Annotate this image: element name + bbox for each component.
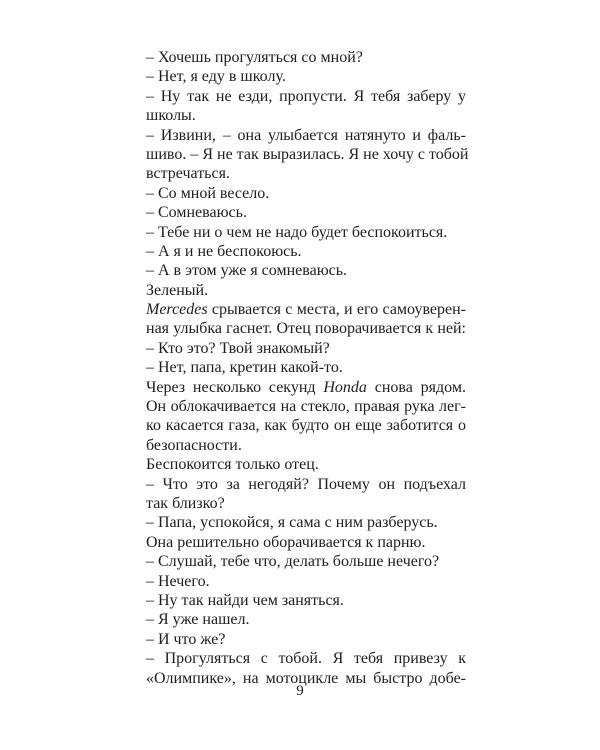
text-line: встречаться. (146, 165, 230, 183)
line-text: снова рядом. (366, 378, 466, 396)
text-line: «Олимпике», на мотоцикле мы быстро добе- (146, 669, 466, 687)
text-line: – Прогуляться с тобой. Я тебя привезу к (146, 650, 466, 668)
text-line: – Нет, я еду в школу. (146, 68, 286, 86)
text-line: – Нет, папа, кретин какой-то. (146, 359, 343, 377)
text-line: Беспокоится только отец. (146, 456, 319, 474)
line-text: срывается с места, и его самоуверен- (207, 301, 466, 319)
text-line: ная улыбка гаснет. Отец поворачивается к ней: (146, 320, 466, 338)
text-line: – А в этом уже я сомневаюсь. (146, 262, 348, 280)
text-line: – А я и не беспокоюсь. (146, 242, 302, 260)
text-line: Она решительно оборачивается к парню. (146, 533, 426, 551)
text-line: – Ну так найди чем заняться. (146, 591, 344, 609)
text-line: школы. (146, 107, 196, 125)
italic-word: Mercedes (146, 301, 208, 319)
text-line: Зеленый. (146, 281, 209, 299)
text-line: – Извини, – она улыбается натянуто и фаль- (146, 126, 466, 144)
text-line: – Ну так не езди, пропусти. Я тебя заберу у (146, 87, 466, 105)
text-line: – Нечего. (146, 572, 210, 590)
text-line: Он облокачивается на стекло, правая рука лег- (146, 398, 466, 416)
text-line: – Слушай, тебе что, делать больше нечего? (146, 553, 440, 571)
line-text: Через несколько секунд (146, 378, 324, 396)
text-line: – Сомневаюсь. (146, 204, 247, 222)
text-line (146, 378, 466, 397)
text-line (146, 300, 466, 319)
text-line: – Со мной весело. (146, 184, 270, 202)
text-line: – Что это за негодяй? Почему он подъехал (146, 475, 466, 493)
text-line: – Хочешь прогуляться со мной? (146, 49, 363, 66)
text-line: – Кто это? Твой знакомый? (146, 339, 330, 357)
text-line: – Папа, успокойся, я сама с ним разберусь. (146, 514, 438, 532)
page-text (146, 48, 469, 688)
text-line: шиво. – Я не так выразилась. Я не хочу с тобой (146, 145, 469, 163)
text-line: ко касается газа, как будто он еще заботится о (146, 417, 466, 435)
italic-word: Honda (323, 378, 367, 396)
text-line: так близко? (146, 494, 225, 512)
text-line: – И что же? (146, 630, 226, 648)
text-line: безопасности. (146, 436, 242, 454)
text-line: – Тебе ни о чем не надо будет беспокоиться. (146, 223, 448, 241)
page-number: 9 (296, 683, 304, 699)
text-line: – Я уже нашел. (146, 611, 250, 629)
